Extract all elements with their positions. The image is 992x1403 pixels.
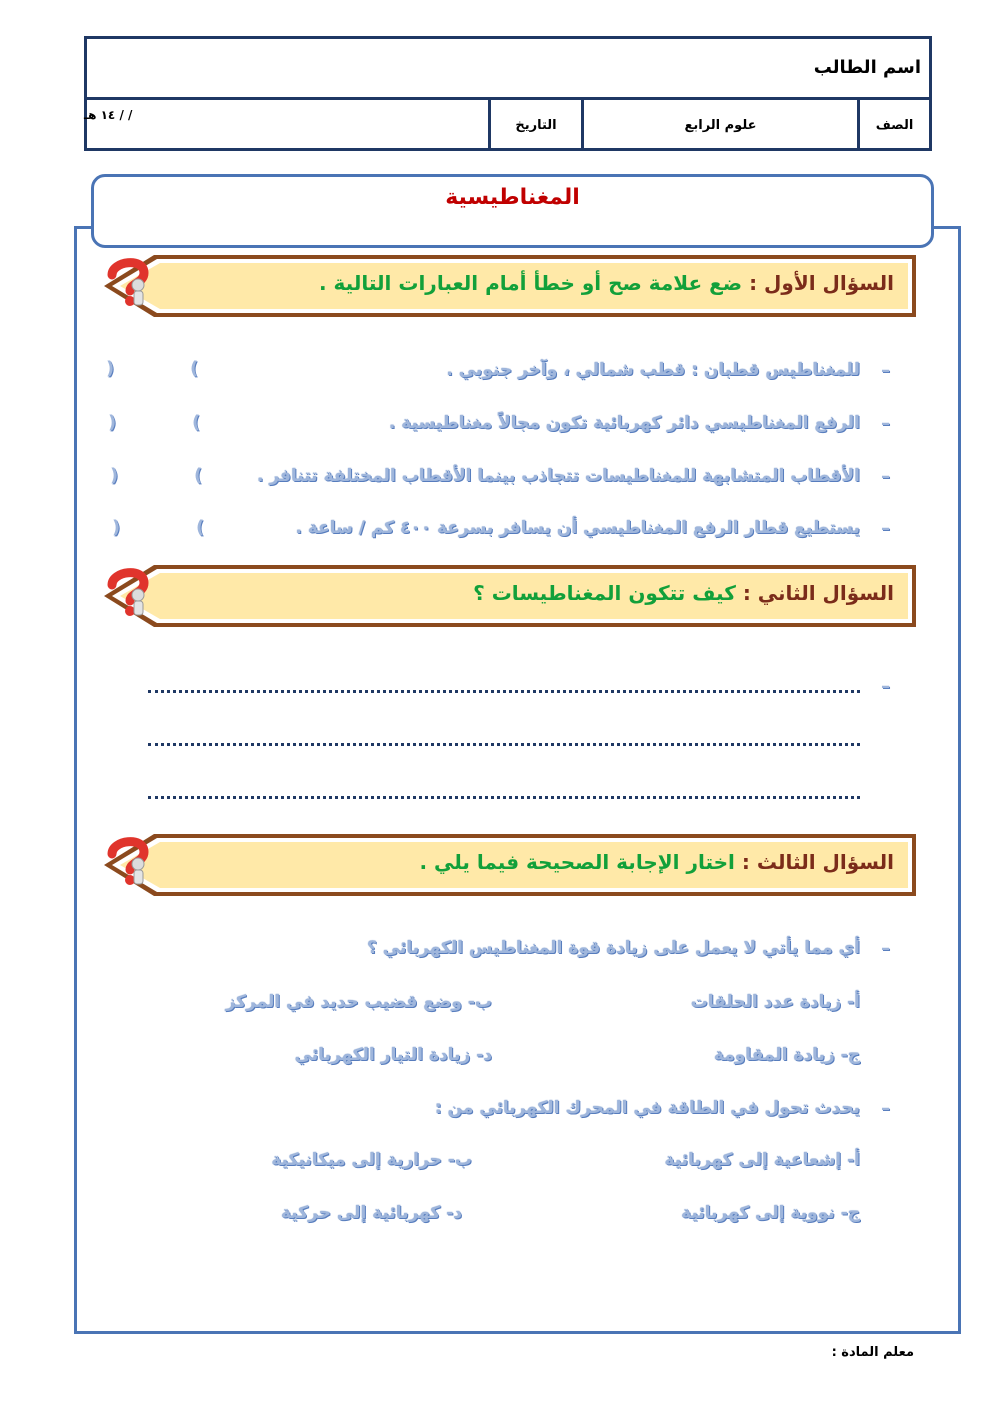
q1-statement-1: للمغناطيس قطبان : قطب شمالي ، وآخر جنوبي .: [446, 360, 860, 380]
mcq2-option-d[interactable]: د- كهربائية إلى حركية: [281, 1203, 462, 1223]
mcq2-option-a[interactable]: أ- إشعاعية إلى كهربائية: [664, 1150, 860, 1170]
answer-line-2[interactable]: [148, 743, 860, 746]
mcq1-option-c[interactable]: ج- زيادة المقاومة: [713, 1045, 860, 1065]
student-name-row: [87, 39, 929, 100]
question-mark-icon: [104, 565, 152, 617]
q3-text: اختار الإجابة الصحيحة فيما يلي .: [419, 850, 735, 874]
date-label: التاريخ: [488, 100, 581, 151]
q1-dash-1: –: [881, 360, 890, 381]
q3-label: السؤال الثالث :: [741, 850, 894, 874]
q1-paren-open-1: (: [190, 358, 199, 379]
class-label: الصف: [857, 100, 929, 151]
mcq1-option-a[interactable]: أ- زيادة عدد الحلقات: [690, 992, 860, 1012]
mcq2-option-b[interactable]: ب- حرارية إلى ميكانيكية: [271, 1150, 472, 1170]
mcq1-option-b[interactable]: ب- وضع قضيب حديد في المركز: [225, 992, 492, 1012]
q1-banner: [104, 255, 916, 317]
q2-dash: –: [881, 676, 890, 697]
q1-dash-4: –: [881, 518, 890, 539]
answer-line-1[interactable]: [148, 690, 860, 693]
subject-value: علوم الرابع: [581, 100, 857, 151]
q1-statement-4: يستطيع قطار الرفع المغناطيسي أن يسافر بسرعة ٤٠٠ كم / ساعة .: [295, 518, 860, 538]
q1-label: السؤال الأول :: [749, 271, 894, 295]
q2-text: كيف تتكون المغناطيسات ؟: [473, 581, 736, 605]
mcq2-stem: يحدث تحول في الطاقة في المحرك الكهربائي من :: [434, 1098, 860, 1118]
q1-dash-3: –: [881, 466, 890, 487]
q1-text: ضع علامة صح أو خطأ أمام العبارات التالية .: [318, 271, 743, 295]
q1-heading: [319, 271, 894, 295]
teacher-label: معلم المادة :: [831, 1345, 914, 1360]
q1-paren-close-4: ): [112, 517, 121, 538]
mcq2-option-c[interactable]: ج- نووية إلى كهربائية: [681, 1203, 860, 1223]
q2-banner: [104, 565, 916, 627]
q1-statement-2: الرفع المغناطيسي دائر كهربائية تكون مجالاً مغناطيسية .: [388, 413, 860, 433]
student-name-label: اسم الطالب: [813, 57, 921, 78]
q3-banner: [104, 834, 916, 896]
q3-dash-1: –: [881, 938, 890, 959]
mcq1-stem: أي مما يأتي لا يعمل على زيادة قوة المغناطيس الكهربائي ؟: [367, 938, 860, 958]
q1-paren-close-2: ): [108, 412, 117, 433]
q1-statement-3: الأقطاب المتشابهة للمغناطيسات تتجاذب بينما الأقطاب المختلفة تتنافر .: [256, 466, 860, 486]
q1-paren-open-4: (: [196, 517, 205, 538]
q3-heading: [419, 850, 894, 874]
q3-dash-2: –: [881, 1098, 890, 1119]
q1-paren-close-1: ): [106, 358, 115, 379]
q2-label: السؤال الثاني :: [742, 581, 894, 605]
q1-paren-close-3: ): [110, 465, 119, 486]
question-mark-icon: [104, 255, 152, 307]
title-box: [91, 174, 934, 248]
q1-paren-open-2: (: [192, 412, 201, 433]
q2-heading: [473, 581, 894, 605]
q1-paren-open-3: (: [194, 465, 203, 486]
header-table: [84, 36, 932, 151]
page-title: المغناطيسية: [445, 185, 580, 210]
question-mark-icon: [104, 834, 152, 886]
q1-dash-2: –: [881, 413, 890, 434]
mcq1-option-d[interactable]: د- زيادة التيار الكهربائي: [294, 1045, 492, 1065]
date-value: / / ١٤ هـ: [84, 108, 133, 122]
answer-line-3[interactable]: [148, 796, 860, 799]
